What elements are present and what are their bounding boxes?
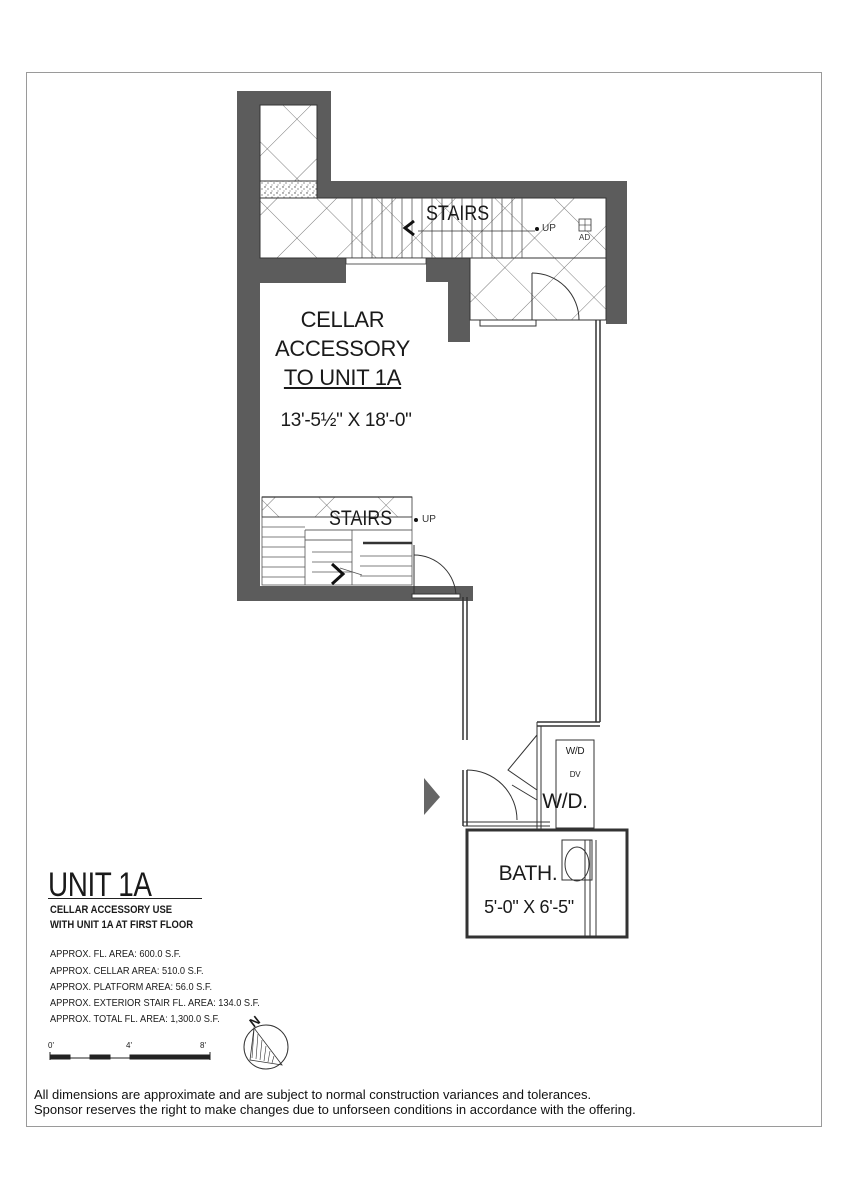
- floor-drain-icon: [579, 219, 591, 231]
- tile-area-landing: [470, 258, 606, 320]
- east-wall-upper: [606, 181, 627, 324]
- unit-subtitle-1: CELLAR ACCESSORY USE: [50, 904, 173, 916]
- stair-up-dot-upper: [535, 227, 539, 231]
- lower-stairs-label: STAIRS: [329, 507, 393, 530]
- scale-label-4: 4': [126, 1041, 132, 1050]
- bath-label: BATH.: [498, 862, 558, 885]
- dryer-vent-tag: DV: [569, 770, 581, 779]
- scale-bar: [50, 1052, 210, 1060]
- cellar-label: [275, 305, 410, 392]
- scale-label-8: 8': [200, 1041, 206, 1050]
- area-total: APPROX. TOTAL FL. AREA: 1,300.0 S.F.: [50, 1013, 220, 1025]
- upper-stairs-up: UP: [542, 223, 556, 234]
- entry-marker: [424, 778, 440, 815]
- stair-up-dot-lower: [414, 518, 418, 522]
- tile-area-nw: [260, 105, 317, 181]
- area-platform: APPROX. PLATFORM AREA: 56.0 S.F.: [50, 981, 213, 993]
- column: [448, 258, 470, 342]
- cellar-label-line2: ACCESSORY: [275, 336, 411, 361]
- upper-stairs-label: STAIRS: [426, 202, 490, 225]
- north-arrow-icon: [244, 1025, 288, 1069]
- area-cellar: APPROX. CELLAR AREA: 510.0 S.F.: [50, 965, 204, 977]
- wd-label: W/D.: [542, 790, 588, 813]
- north-label: N: [246, 1012, 264, 1031]
- threshold: [260, 181, 317, 198]
- wd-appliance-label: W/D: [565, 746, 585, 757]
- cellar-label-line1: CELLAR: [300, 307, 385, 332]
- disclaimer-line1: All dimensions are approximate and are subject to normal construction variances and tolerances.: [34, 1087, 592, 1102]
- cellar-dimensions: 13'-5½" X 18'-0": [280, 410, 412, 431]
- area-floor: APPROX. FL. AREA: 600.0 S.F.: [50, 948, 181, 960]
- north-wall: [317, 181, 627, 198]
- window-north: [346, 258, 426, 264]
- area-exterior-stair: APPROX. EXTERIOR STAIR FL. AREA: 134.0 S.F.: [50, 997, 260, 1009]
- unit-title-rule: [48, 898, 202, 899]
- north-wall-upper: [237, 91, 331, 105]
- scale-label-0: 0': [48, 1041, 54, 1050]
- cellar-label-line3: TO UNIT 1A: [283, 365, 402, 390]
- lower-stairs-up: UP: [422, 514, 436, 525]
- drain-tag: AD: [579, 233, 591, 242]
- stair-wall: [260, 258, 346, 283]
- unit-subtitle-2: WITH UNIT 1A AT FIRST FLOOR: [50, 919, 194, 931]
- west-wall: [237, 91, 260, 601]
- unit-title: UNIT 1A: [48, 866, 152, 904]
- disclaimer-line2: Sponsor reserves the right to make changes due to unforseen conditions in accordance with the offering.: [34, 1102, 636, 1117]
- bath-dimensions: 5'-0" X 6'-5": [484, 897, 574, 917]
